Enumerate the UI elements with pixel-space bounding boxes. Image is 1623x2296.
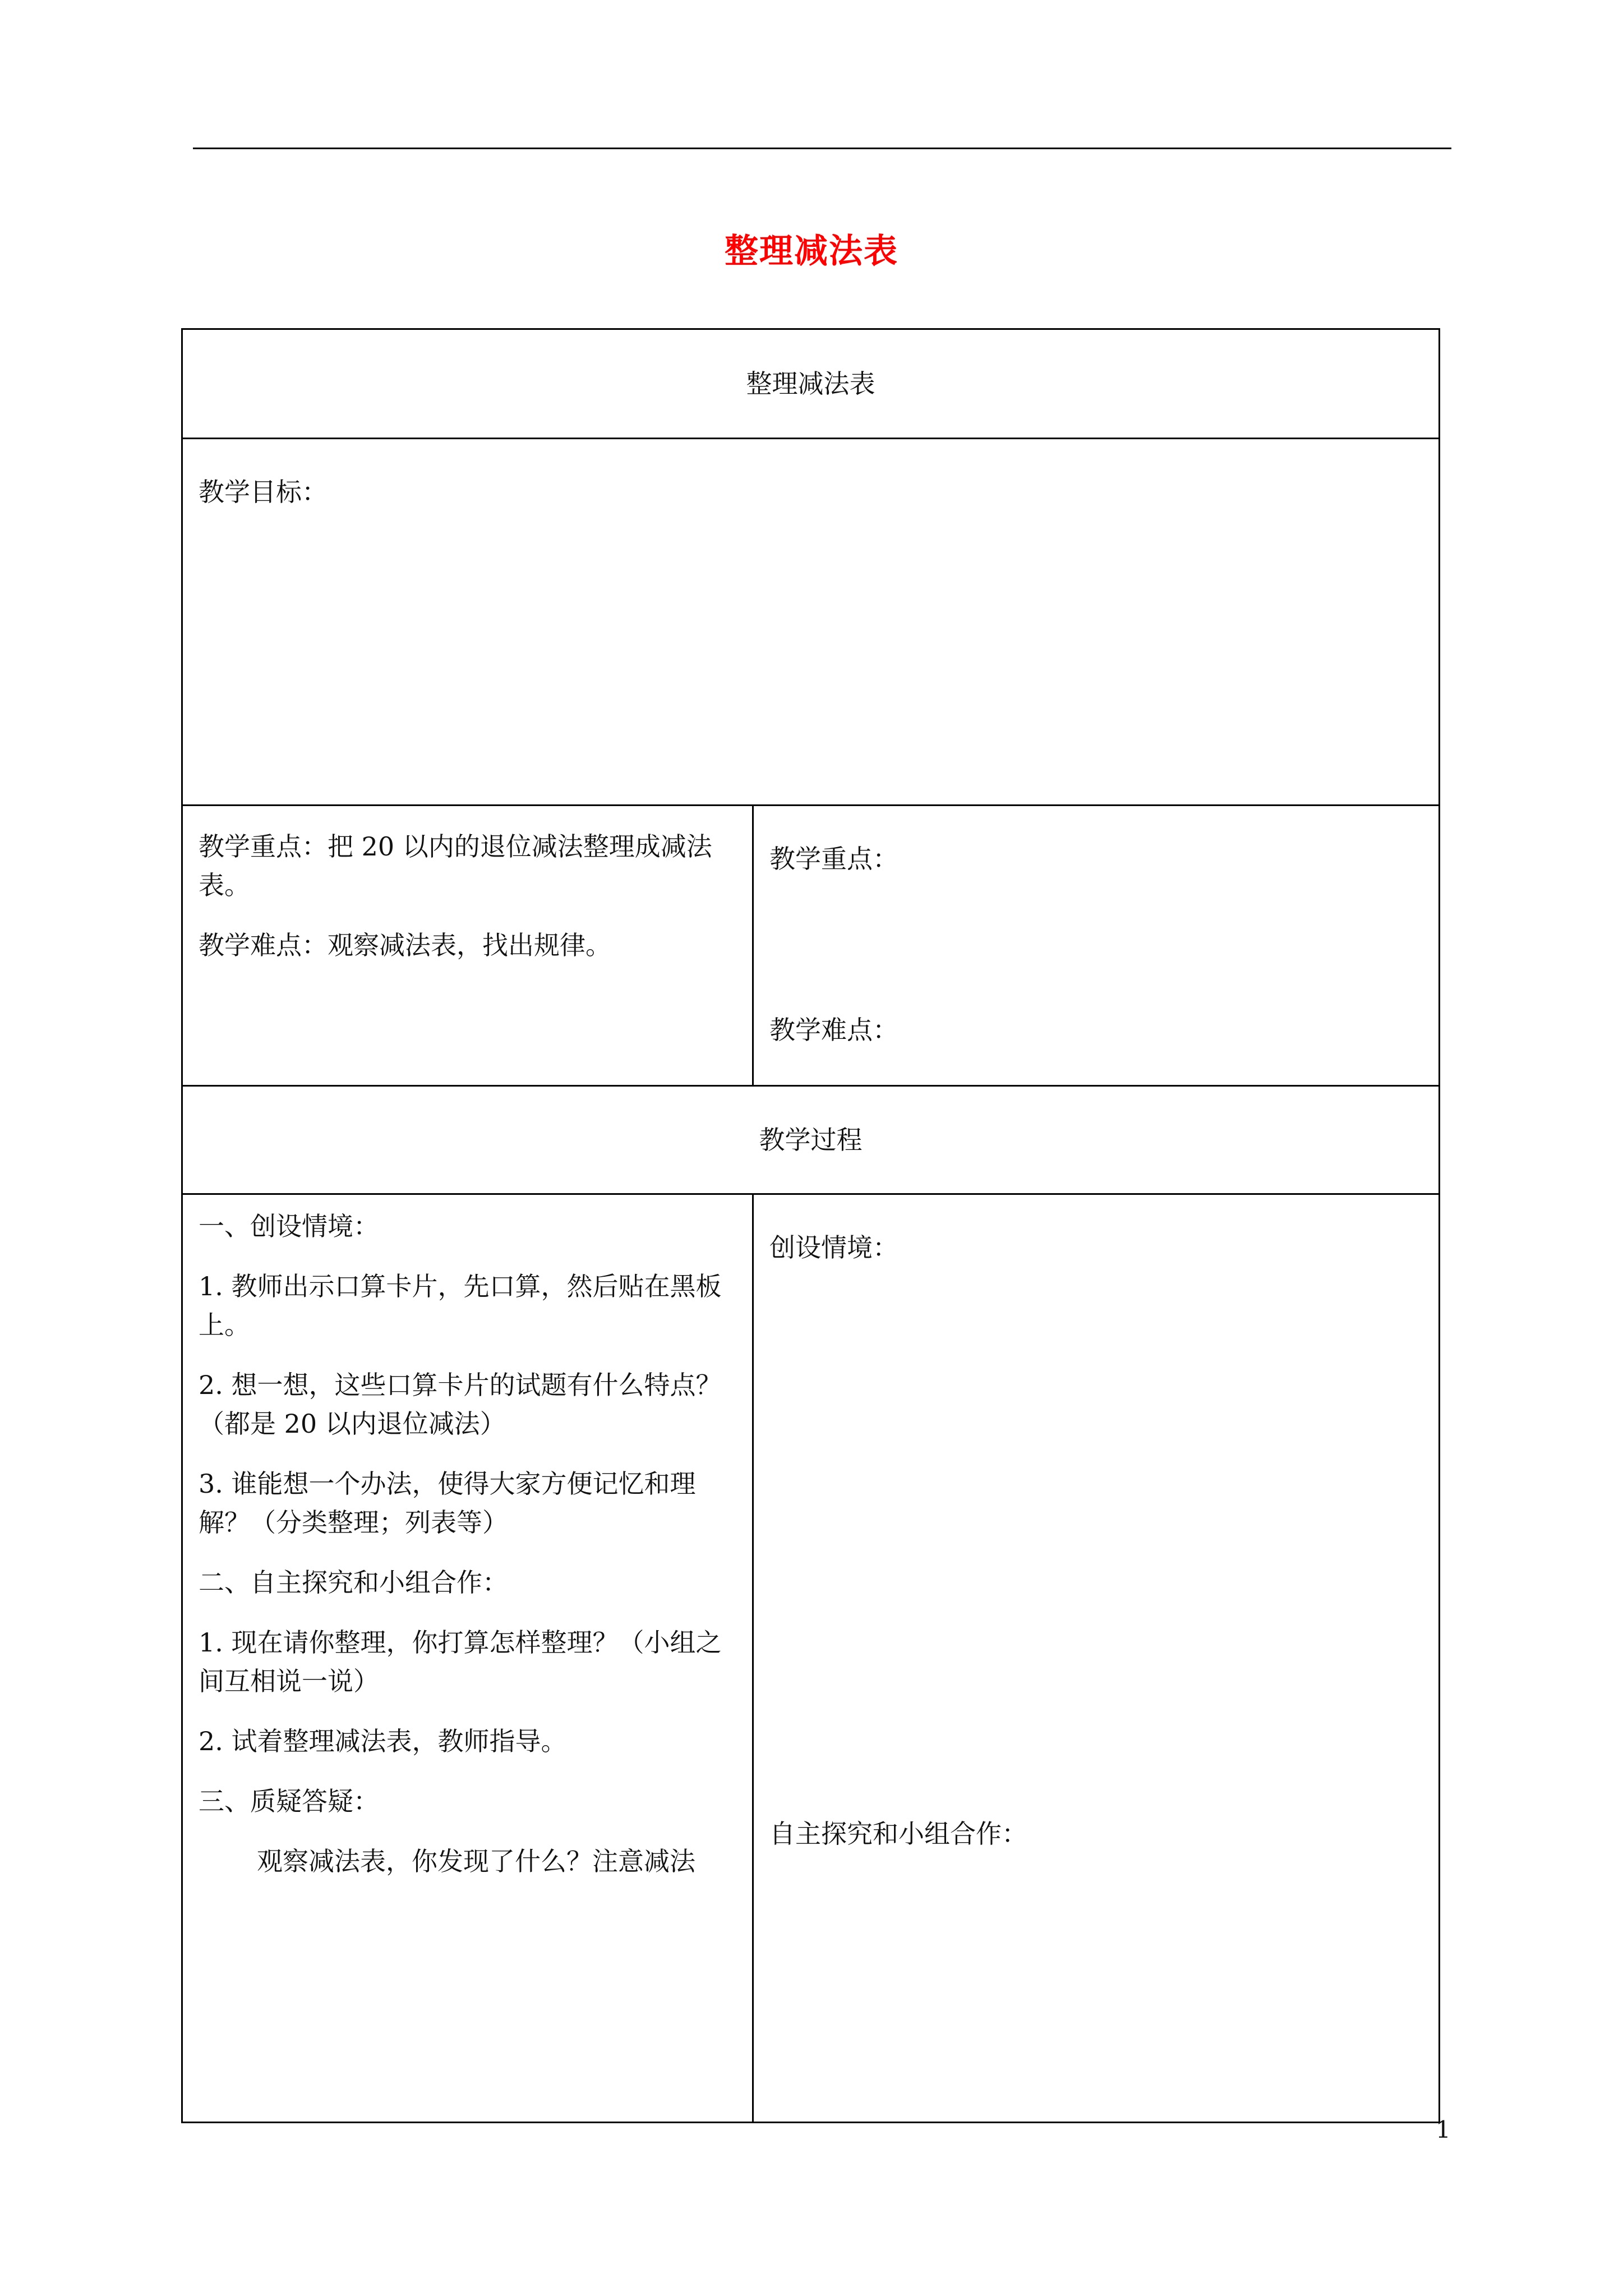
process-paragraph-2: 1. 教师出示口算卡片，先口算，然后贴在黑板上。 <box>199 1271 722 1340</box>
table-row-process <box>182 1194 1440 2123</box>
lesson-plan-table <box>181 328 1440 2123</box>
objectives-cell <box>182 439 1440 806</box>
key-points-right-cell <box>753 806 1440 1086</box>
key-point-text: 教学重点：把 20 以内的退位减法整理成减法表。 <box>199 831 712 900</box>
process-paragraph-8: 三、质疑答疑： <box>199 1786 379 1816</box>
process-paragraph-1: 一、创设情境： <box>199 1211 379 1241</box>
table-row-title <box>182 329 1440 439</box>
process-header: 教学过程 <box>182 1086 1440 1194</box>
process-paragraph-5: 二、自主探究和小组合作： <box>199 1567 508 1598</box>
process-paragraph-3: 2. 想一想，这些口算卡片的试题有什么特点？（都是 20 以内退位减法） <box>199 1370 722 1439</box>
document-title: 整理减法表 <box>725 232 898 271</box>
process-paragraph-9: 观察减法表，你发现了什么？注意减法 <box>257 1846 695 1876</box>
process-paragraph-4: 3. 谁能想一个办法，使得大家方便记忆和理解？（分类整理；列表等） <box>199 1469 696 1538</box>
spacer <box>769 1267 1423 1815</box>
table-row-key-points <box>182 806 1440 1086</box>
process-paragraph-6: 1. 现在请你整理，你打算怎样整理？（小组之间互相说一说） <box>199 1627 722 1696</box>
objectives-label: 教学目标： <box>199 477 328 507</box>
header-rule <box>193 148 1451 149</box>
process-left-cell <box>182 1194 753 2123</box>
table-row-objectives <box>182 439 1440 806</box>
process-right-cell <box>753 1194 1440 2123</box>
spacer <box>769 878 1423 1011</box>
difficulty-text: 教学难点：观察减法表，找出规律。 <box>199 930 611 960</box>
situation-label: 创设情境： <box>769 1232 898 1263</box>
key-points-left-cell <box>182 806 753 1086</box>
table-row-process-header <box>182 1086 1440 1194</box>
table-header-title: 整理减法表 <box>182 329 1440 439</box>
cooperation-label: 自主探究和小组合作： <box>769 1819 1027 1849</box>
process-paragraph-7: 2. 试着整理减法表，教师指导。 <box>199 1726 567 1756</box>
page-number: 1 <box>1436 2116 1451 2143</box>
key-point-label: 教学重点： <box>769 844 898 874</box>
difficulty-label: 教学难点： <box>769 1015 898 1045</box>
